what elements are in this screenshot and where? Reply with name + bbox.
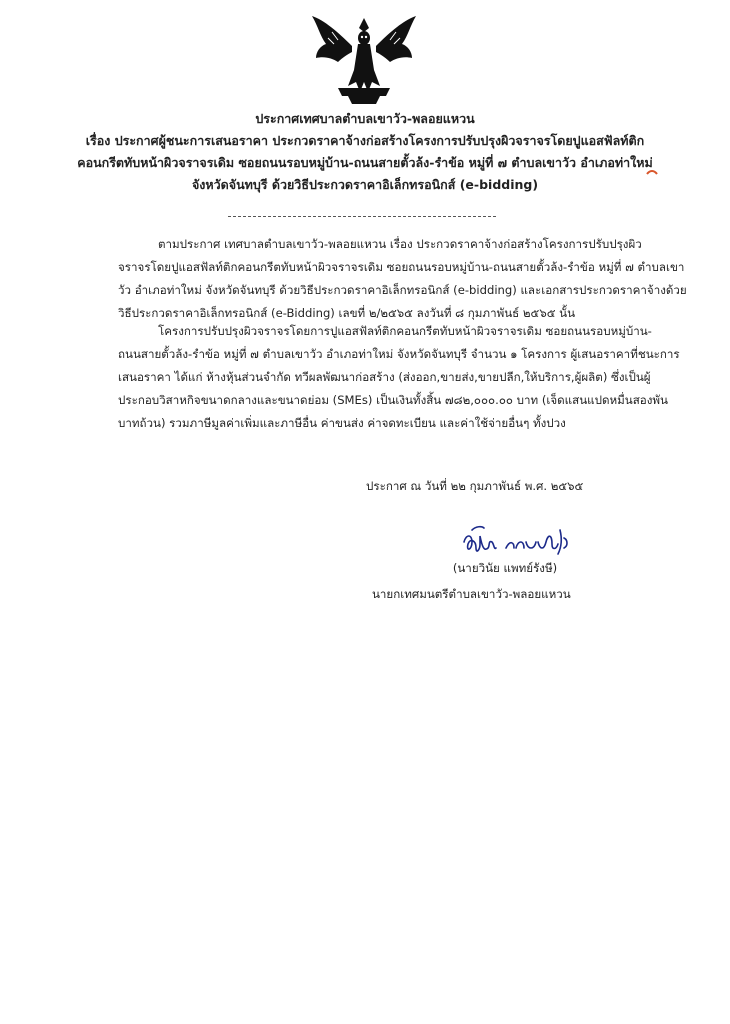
paragraph-line: วิธีประกวดราคาอิเล็กทรอนิกส์ (e-Bidding) เลขที่ ๒/๒๕๖๕ ลงวันที่ ๘ กุมภาพันธ์ ๒๕๖๕ นั้น xyxy=(118,306,576,320)
paragraph-line: ถนนสายตั้วล้ง-รำข้อ หมู่ที่ ๗ ตำบลเขาวัว อำเภอท่าใหม่ จังหวัดจันทบุรี จำนวน ๑ โครงการ ผู้เสนอราคาที่ชนะการ xyxy=(118,347,680,361)
garuda-emblem-icon xyxy=(308,12,420,108)
subject-line-1: เรื่อง ประกาศผู้ชนะการเสนอราคา ประกวดราคาจ้างก่อสร้างโครงการปรับปรุงผิวจราจรโดยปูแอสฟัลท์ติก xyxy=(85,133,645,148)
announcement-date: ประกาศ ณ วันที่ ๒๒ กุมภาพันธ์ พ.ศ. ๒๕๖๕ xyxy=(366,479,584,493)
paragraph-line: ตามประกาศ เทศบาลตำบลเขาวัว-พลอยแหวน เรื่อง ประกวดราคาจ้างก่อสร้างโครงการปรับปรุงผิว xyxy=(158,237,642,251)
paragraph-reference xyxy=(118,233,687,325)
paragraph-line: บาทถ้วน) รวมภาษีมูลค่าเพิ่มและภาษีอื่น ค่าขนส่ง ค่าจดทะเบียน และค่าใช้จ่ายอื่นๆ ทั้งปวง xyxy=(118,416,566,430)
paragraph-line: โครงการปรับปรุงผิวจราจรโดยการปูแอสฟัลท์ติกคอนกรีตทับหน้าผิวจราจรเดิม ซอยถนนรอบหมู่บ้าน- xyxy=(158,324,652,338)
divider xyxy=(228,216,496,217)
paragraph-line: วัว อำเภอท่าใหม่ จังหวัดจันทบุรี ด้วยวิธีประกวดราคาอิเล็กทรอนิกส์ (e-bidding) และเอกสารประกวดราคาจ้างด้วย xyxy=(118,283,687,297)
paragraph-line: เสนอราคา ได้แก่ ห้างหุ้นส่วนจำกัด ทวีผลพัฒนาก่อสร้าง (ส่งออก,ขายส่ง,ขายปลีก,ให้บริการ,ผู้ผลิต) ซึ่งเป็นผู้ xyxy=(118,370,651,384)
announcement-title: ประกาศเทศบาลตำบลเขาวัว-พลอยแหวน xyxy=(255,111,475,126)
signer-name: (นายวินัย แพทย์รังษี) xyxy=(452,561,558,575)
subject-line-2: คอนกรีตทับหน้าผิวจราจรเดิม ซอยถนนรอบหมู่บ้าน-ถนนสายตั้วล้ง-รำข้อ หมู่ที่ ๗ ตำบลเขาวัว อำเภอท่าใหม่ xyxy=(77,155,653,170)
subject-line-3: จังหวัดจันทบุรี ด้วยวิธีประกวดราคาอิเล็กทรอนิกส์ (e-bidding) xyxy=(191,177,539,192)
paragraph-line: ประกอบวิสาหกิจขนาดกลางและขนาดย่อม (SMEs) เป็นเงินทั้งสิ้น ๗๘๒,๐๐๐.๐๐ บาท (เจ็ดแสนแปดหมื่นสองพัน xyxy=(118,393,668,407)
margin-mark-icon xyxy=(646,168,658,178)
paragraph-winner xyxy=(118,320,680,435)
paragraph-line: จราจรโดยปูแอสฟัลท์ติกคอนกรีตทับหน้าผิวจราจรเดิม ซอยถนนรอบหมู่บ้าน-ถนนสายตั้วล้ง-รำข้อ หมู่ที่ ๗ ตำบลเขา xyxy=(118,260,685,274)
signer-position: นายกเทศมนตรีตำบลเขาวัว-พลอยแหวน xyxy=(372,587,571,601)
handwritten-signature xyxy=(458,520,578,564)
